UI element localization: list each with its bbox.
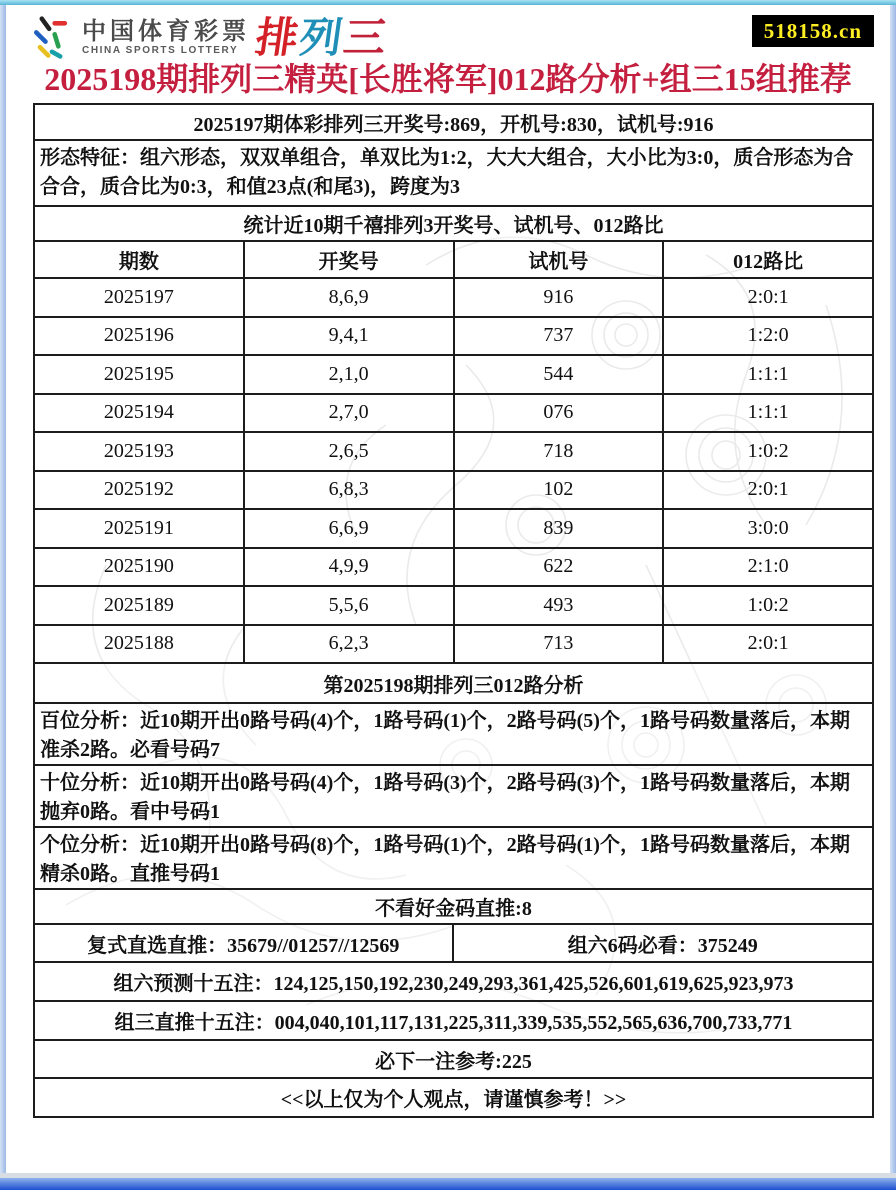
ratio-cell: 1:0:2: [663, 432, 873, 471]
ratio-cell: 2:0:1: [663, 471, 873, 510]
col-header-issue: 期数: [34, 241, 244, 278]
table-row: [34, 509, 873, 548]
ratio-cell: 1:1:1: [663, 394, 873, 433]
hundreds-analysis: 百位分析：近10期开出0路号码(4)个，1路号码(1)个，2路号码(5)个，1路号码数量落后，本期准杀2路。必看号码7: [33, 702, 874, 766]
test-cell: 622: [454, 548, 664, 587]
table-row: [34, 548, 873, 587]
ratio-cell: 1:1:1: [663, 355, 873, 394]
test-cell: 718: [454, 432, 664, 471]
ratio-cell: 2:0:1: [663, 625, 873, 664]
group6-fifteen-picks: 组六预测十五注：124,125,150,192,230,249,293,361,425,526,601,619,625,923,973: [33, 961, 874, 1002]
bottom-border-bar: [0, 1178, 896, 1190]
ratio-cell: 1:0:2: [663, 586, 873, 625]
content-frame: [6, 5, 890, 1173]
logo-english-name: CHINA SPORTS LOTTERY: [82, 45, 239, 56]
units-analysis: 个位分析：近10期开出0路号码(8)个，1路号码(1)个，2路号码(1)个，1路号码数量落后，本期精杀0路。直推号码1: [33, 826, 874, 890]
ratio-cell: 2:0:1: [663, 278, 873, 317]
table-row: [34, 471, 873, 510]
draw-cell: 4,9,9: [244, 548, 454, 587]
china-sports-lottery-logo: [28, 14, 390, 61]
test-cell: 737: [454, 317, 664, 356]
product-char-2: 列: [296, 14, 346, 61]
test-cell: 713: [454, 625, 664, 664]
issue-cell: 2025191: [34, 509, 244, 548]
issue-cell: 2025188: [34, 625, 244, 664]
last-draw-summary: 2025197期体彩排列三开奖号:869，开机号:830，试机号:916: [33, 103, 874, 141]
ratio-cell: 1:2:0: [663, 317, 873, 356]
tens-analysis: 十位分析：近10期开出0路号码(4)个，1路号码(3)个，2路号码(3)个，1路号码数量落后，本期抛弃0路。看中号码1: [33, 764, 874, 828]
group6-must-see: 组六6码必看：375249: [567, 934, 758, 957]
stats-table-title: 统计近10期千禧排列3开奖号、试机号、012路比: [33, 205, 874, 242]
test-cell: 076: [454, 394, 664, 433]
site-url-badge[interactable]: 518158.cn: [752, 15, 874, 47]
table-row: [34, 278, 873, 317]
issue-cell: 2025189: [34, 586, 244, 625]
col-header-test-number: 试机号: [454, 241, 664, 278]
page-title: 2025198期排列三精英[长胜将军]012路分析+组三15组推荐: [44, 61, 852, 97]
draw-cell: 2,7,0: [244, 394, 454, 433]
group3-fifteen-picks: 组三直推十五注：004,040,101,117,131,225,311,339,535,552,565,636,700,733,771: [33, 1000, 874, 1041]
info-stack: [33, 103, 874, 1118]
issue-cell: 2025196: [34, 317, 244, 356]
issue-cell: 2025190: [34, 548, 244, 587]
table-row: [34, 586, 873, 625]
issue-cell: 2025193: [34, 432, 244, 471]
product-char-3: 三: [340, 14, 390, 61]
pattern-feature-text: 形态特征：组六形态，双双单组合，单双比为1:2，大大大组合，大小比为3:0，质合形态为合合合，质合比为0:3，和值23点(和尾3)，跨度为3: [33, 139, 874, 207]
draw-cell: 6,6,9: [244, 509, 454, 548]
ratio-cell: 2:1:0: [663, 548, 873, 587]
logo-chinese-name: 中国体育彩票: [82, 18, 250, 45]
single-bet-reference: 必下一注参考:225: [33, 1039, 874, 1079]
issue-cell: 2025197: [34, 278, 244, 317]
ratio-cell: 3:0:0: [663, 509, 873, 548]
test-cell: 102: [454, 471, 664, 510]
disclaimer-text: <<以上仅为个人观点，请谨慎参考！>>: [33, 1077, 874, 1118]
issue-cell: 2025194: [34, 394, 244, 433]
analysis-section-title: 第2025198期排列三012路分析: [33, 662, 874, 704]
issue-cell: 2025192: [34, 471, 244, 510]
table-row: [34, 355, 873, 394]
sports-lottery-figure-icon: [28, 15, 74, 61]
draw-cell: 6,2,3: [244, 625, 454, 664]
draw-cell: 8,6,9: [244, 278, 454, 317]
table-row: [34, 394, 873, 433]
test-cell: 493: [454, 586, 664, 625]
draw-cell: 2,1,0: [244, 355, 454, 394]
draw-cell: 6,8,3: [244, 471, 454, 510]
right-border-strip: [890, 5, 896, 1173]
test-cell: 544: [454, 355, 664, 394]
test-cell: 916: [454, 278, 664, 317]
draw-cell: 2,6,5: [244, 432, 454, 471]
product-name-pailiesan: [252, 14, 390, 61]
table-row: [34, 317, 873, 356]
history-table: [33, 240, 874, 664]
table-row: [34, 432, 873, 471]
issue-cell: 2025195: [34, 355, 244, 394]
page-header: [6, 5, 890, 59]
product-char-1: 排: [252, 14, 302, 61]
table-row: [34, 625, 873, 664]
duplex-direct-pick: 复式直选直推：35679//01257//12569: [35, 925, 454, 961]
draw-cell: 5,5,6: [244, 586, 454, 625]
draw-cell: 9,4,1: [244, 317, 454, 356]
col-header-012-ratio: 012路比: [663, 241, 873, 278]
history-header-row: [34, 241, 873, 278]
col-header-draw-number: 开奖号: [244, 241, 454, 278]
duplex-row: [33, 923, 874, 963]
test-cell: 839: [454, 509, 664, 548]
gold-code-direct: 不看好金码直推:8: [33, 888, 874, 925]
